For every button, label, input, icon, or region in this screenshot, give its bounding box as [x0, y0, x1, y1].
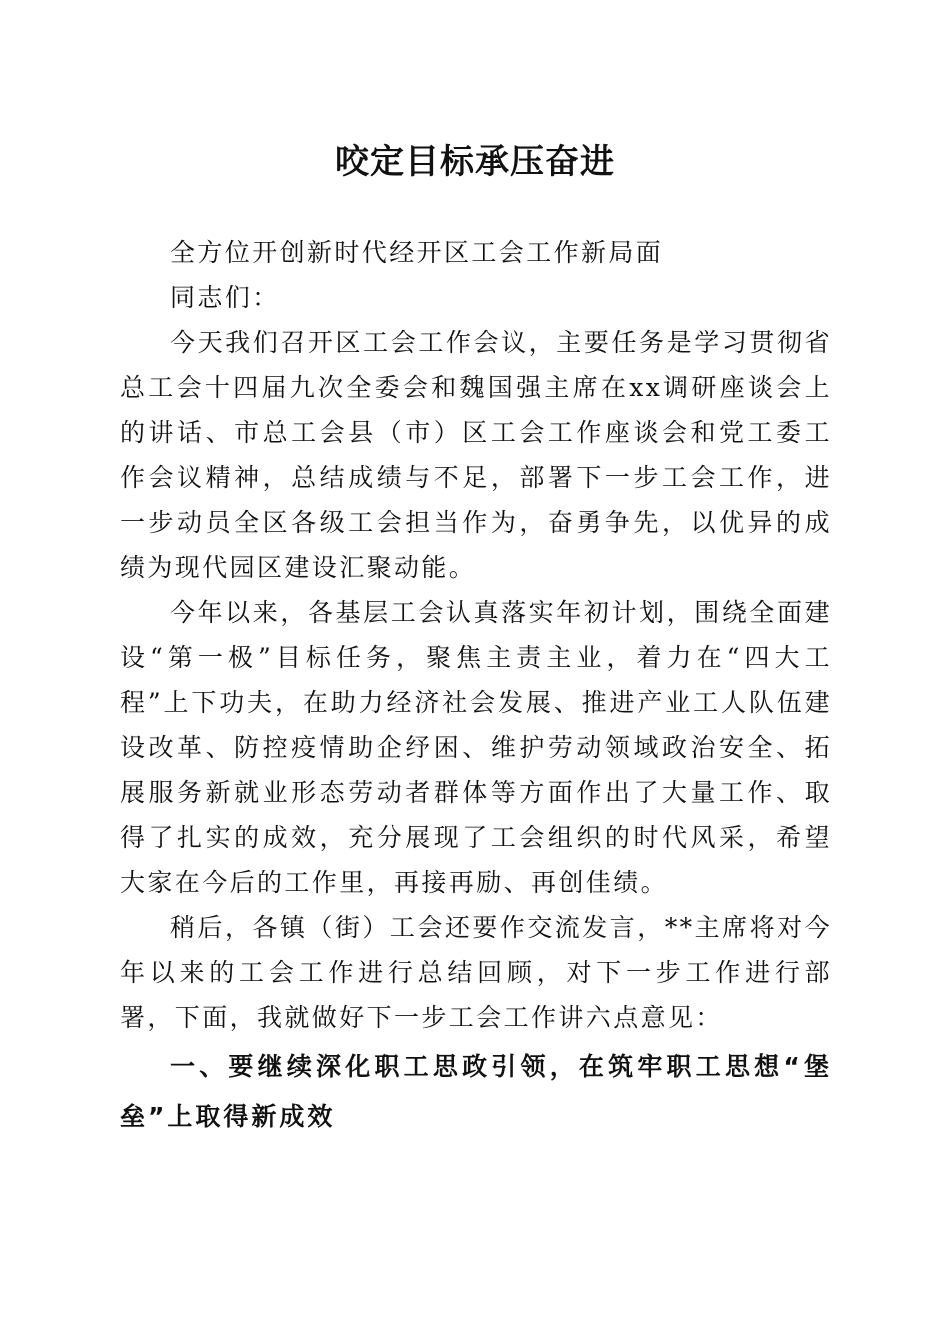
section-heading-1: 一、要继续深化职工思政引领，在筑牢职工思想“堡垒”上取得新成效	[120, 1052, 832, 1131]
paragraph-1: 今天我们召开区工会工作会议，主要任务是学习贯彻省总工会十四届九次全委会和魏国强主席在xx调研座谈会上的讲话、市总工会县（市）区工会工作座谈会和党工委工作会议精神，总结成绩与不足，部署下一步工会工作，进一步动员全区各级工会担当作为，奋勇争先，以优异的成绩为现代园区建设汇聚动能。	[120, 328, 832, 582]
document-title: 咬定目标承压奋进	[335, 142, 615, 182]
document-body	[120, 230, 832, 1142]
paragraph-2: 今年以来，各基层工会认真落实年初计划，围绕全面建设“第一极”目标任务，聚焦主责主业，着力在“四大工程”上下功夫，在助力经济社会发展、推进产业工人队伍建设改革、防控疫情助企纾困、维护劳动领域政治安全、拓展服务新就业形态劳动者群体等方面作出了大量工作、取得了扎实的成效，充分展现了工会组织的时代风采，希望大家在今后的工作里，再接再励、再创佳绩。	[120, 598, 832, 897]
salutation: 同志们：	[170, 283, 280, 312]
document-subtitle: 全方位开创新时代经开区工会工作新局面	[170, 238, 664, 267]
paragraph-3: 稍后，各镇（街）工会还要作交流发言，**主席将对今年以来的工会工作进行总结回顾，对下一步工作进行部署，下面，我就做好下一步工会工作讲六点意见：	[120, 913, 832, 1032]
